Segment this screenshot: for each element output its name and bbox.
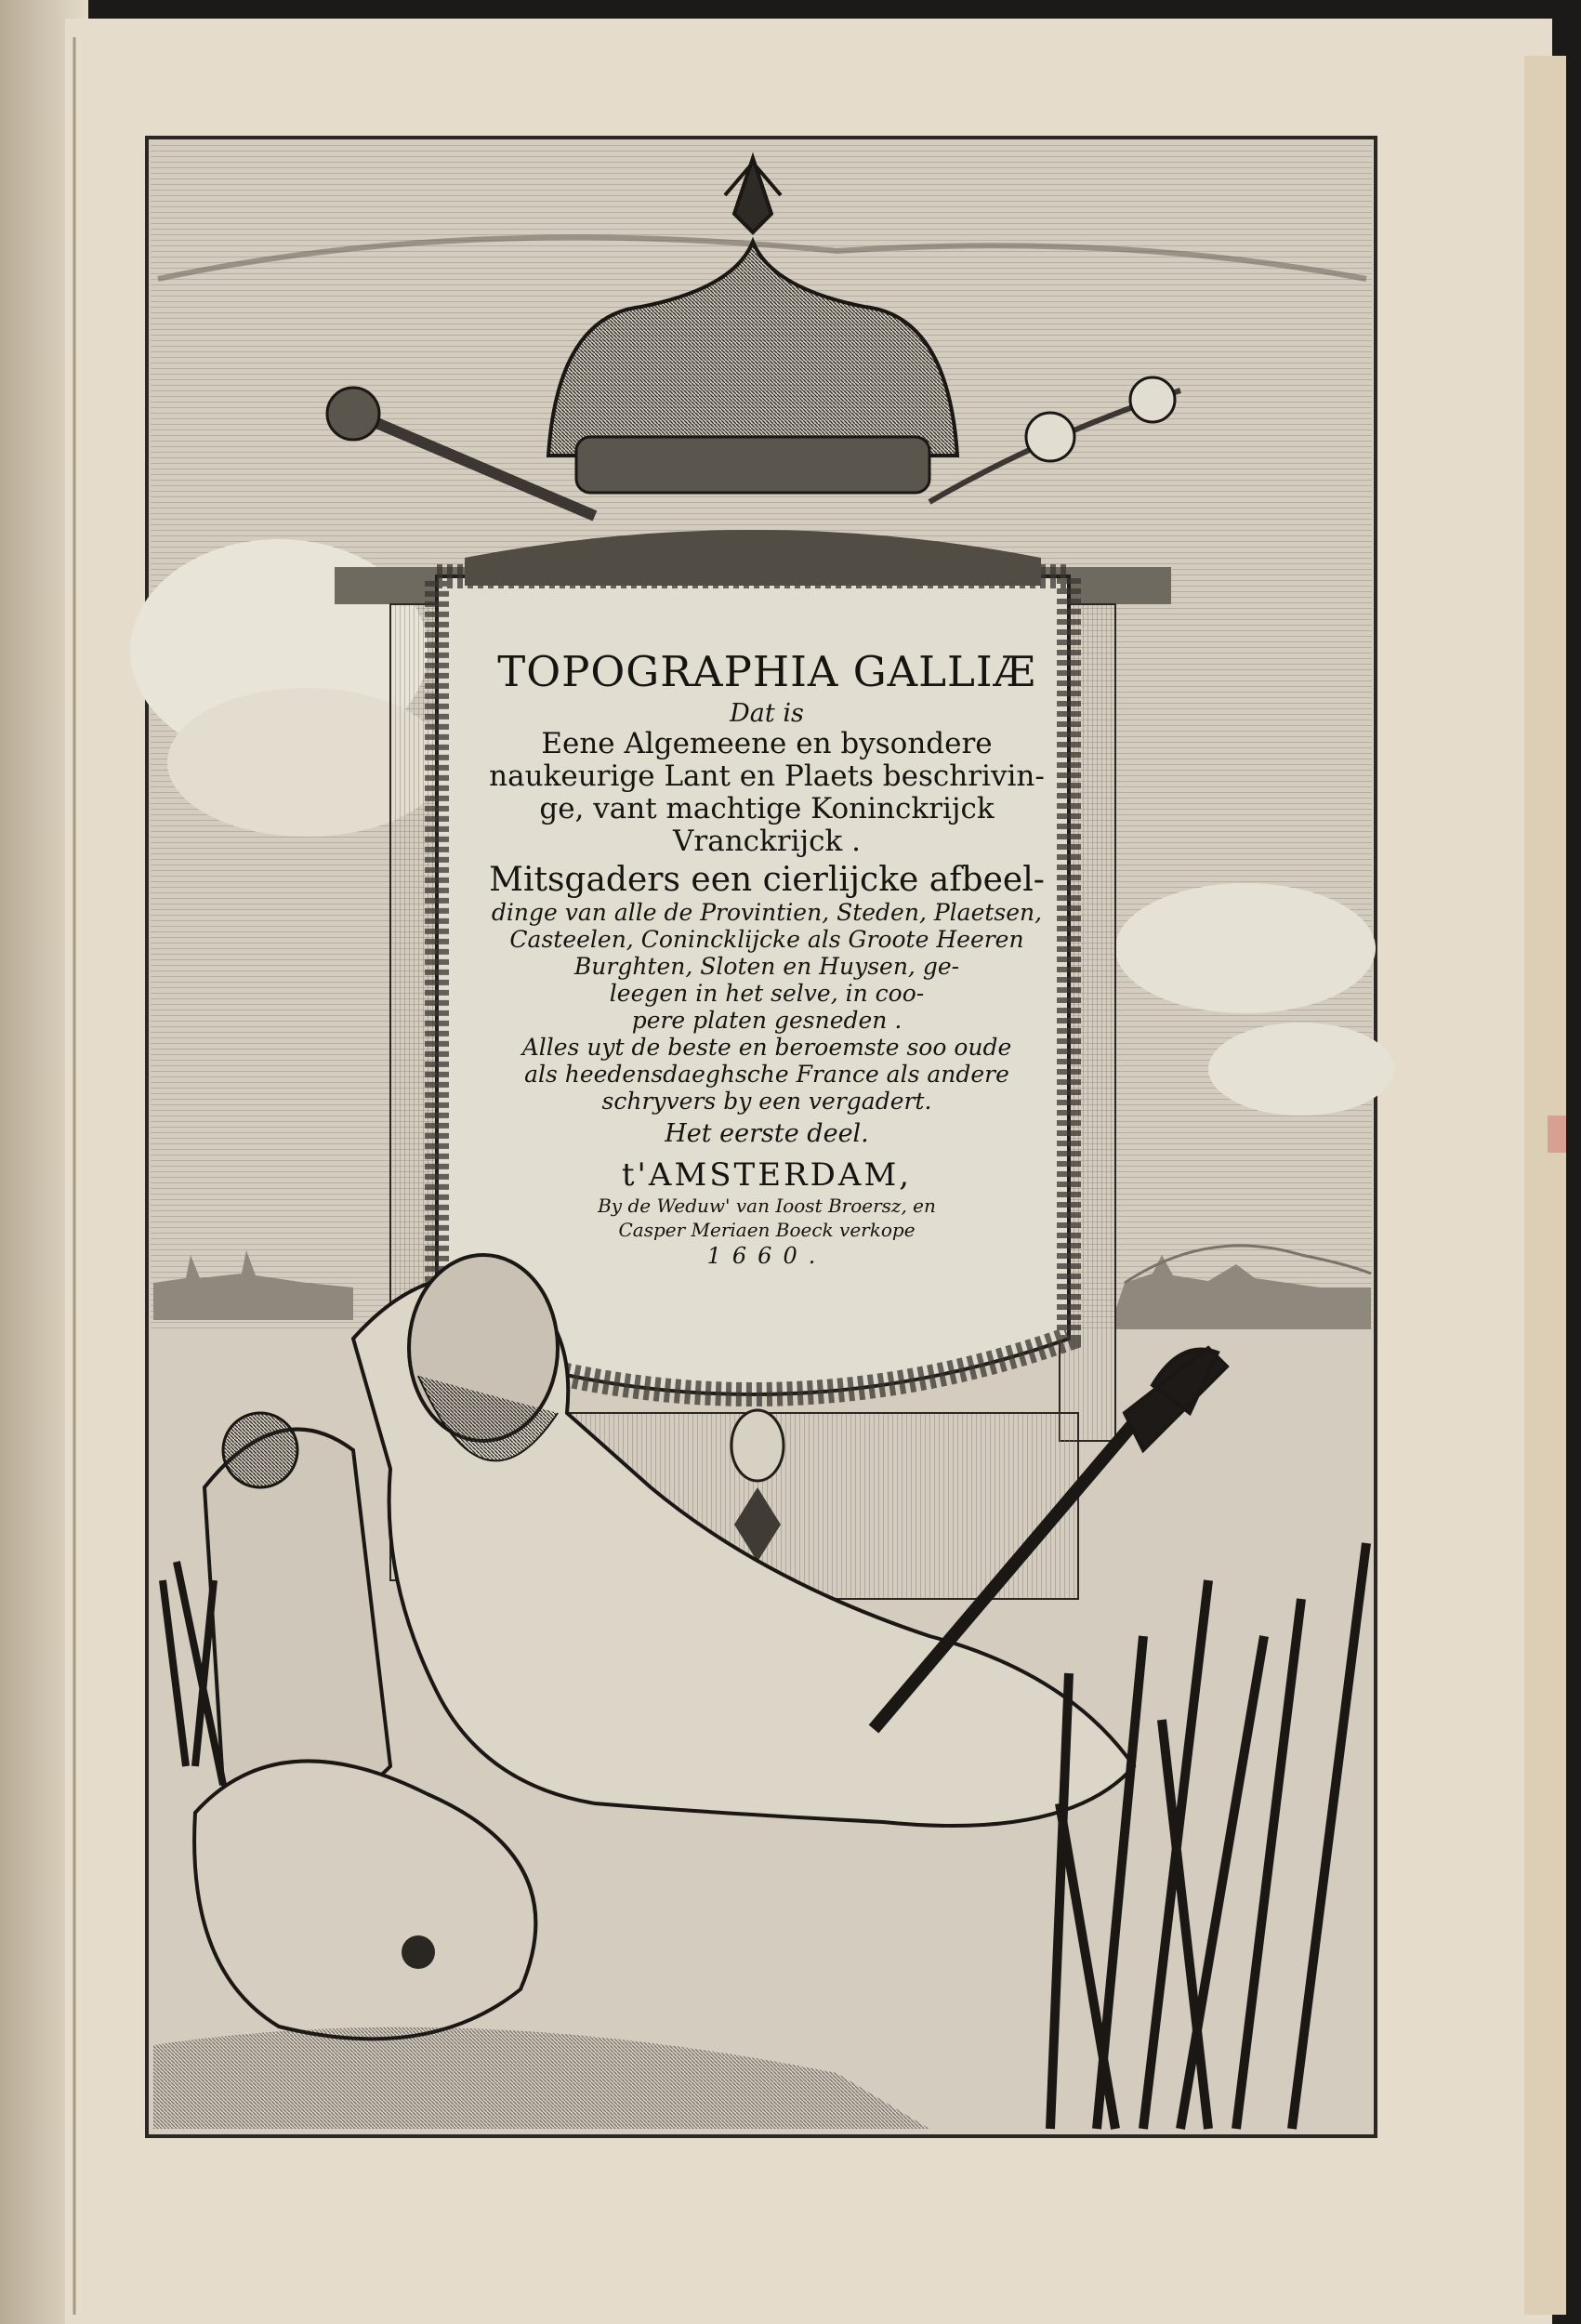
line-2: naukeurige Lant en Plaets beschrivin- [489, 759, 1045, 793]
line-1: Eene Algemeene en bysondere [541, 727, 993, 760]
line-6: dinge van alle de Provintien, Steden, Plaetsen, [491, 899, 1043, 926]
line-10: pere platen gesneden . [631, 1007, 902, 1034]
line-12: als heedensdaeghsche France als andere [524, 1061, 1009, 1088]
line-11: Alles uyt de beste en beroemste soo oude [521, 1034, 1012, 1061]
line-14: Het eerste deel. [665, 1119, 869, 1148]
cloud-right [1115, 883, 1376, 1013]
fruit-cluster [223, 1413, 297, 1487]
book-title: TOPOGRAPHIA GALLIÆ [497, 647, 1036, 696]
line-dat-is: Dat is [730, 699, 804, 728]
line-3: ge, vant machtige Koninckrijck [539, 792, 995, 825]
line-9: leegen in het selve, in coo- [609, 980, 925, 1007]
line-7: Casteelen, Conincklijcke als Groote Heeren [509, 926, 1024, 953]
page-fore-edge [1524, 56, 1566, 2315]
line-4: Vranckrijck . [673, 825, 861, 858]
lily-flower-2 [1130, 377, 1175, 422]
imprint-line-2: Casper Meriaen Boeck verkope [618, 1219, 916, 1241]
title-cartouche-text [469, 647, 1064, 1269]
line-8: Burghten, Sloten en Huysen, ge- [573, 953, 960, 980]
imprint-year: 1660. [706, 1243, 827, 1269]
crown-band [576, 437, 929, 493]
red-stain [1548, 1116, 1566, 1153]
line-5: Mitsgaders een cierlijcke afbeel- [489, 861, 1045, 899]
cloud-right-low [1208, 1023, 1394, 1116]
sceptre-head [327, 388, 379, 440]
dolphin-eye [402, 1935, 435, 1969]
medallion [731, 1410, 784, 1481]
imprint-line-1: By de Weduw' van Ioost Broersz, en [598, 1195, 936, 1217]
line-13: schryvers by een vergadert. [601, 1088, 932, 1115]
imprint-city: t'AMSTERDAM, [621, 1156, 913, 1194]
lily-flower [1026, 413, 1074, 461]
